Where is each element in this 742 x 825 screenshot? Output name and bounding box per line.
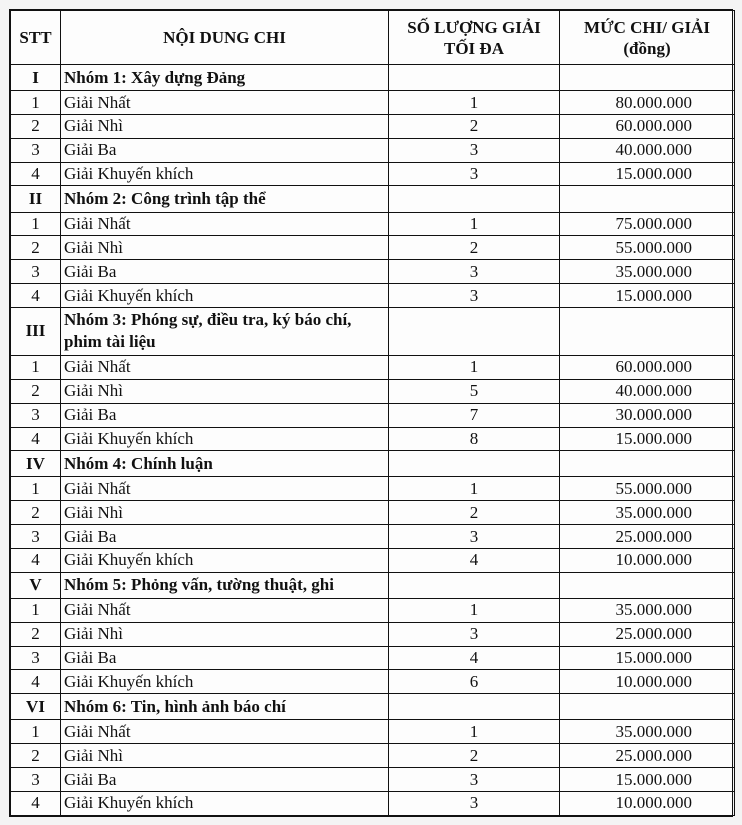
group-row [11, 694, 735, 720]
row-prize-amount: 80.000.000 [560, 91, 735, 115]
row-prize-amount: 35.000.000 [560, 598, 735, 622]
row-prize-name: Giải Nhất [61, 355, 389, 379]
table-row [11, 548, 735, 572]
group-amount-empty [560, 186, 735, 212]
row-stt: 3 [11, 646, 61, 670]
row-prize-count: 8 [389, 427, 560, 451]
row-stt: 4 [11, 670, 61, 694]
row-prize-name: Giải Ba [61, 260, 389, 284]
header-amount [560, 11, 735, 65]
group-count-empty [389, 186, 560, 212]
row-stt: 1 [11, 598, 61, 622]
row-prize-amount: 15.000.000 [560, 162, 735, 186]
row-stt: 4 [11, 427, 61, 451]
row-prize-amount: 15.000.000 [560, 768, 735, 792]
group-title: Nhóm 1: Xây dựng Đảng [61, 65, 389, 91]
row-prize-count: 3 [389, 791, 560, 815]
group-count-empty [389, 307, 560, 355]
row-prize-count: 3 [389, 260, 560, 284]
table-header-row [11, 11, 735, 65]
row-stt: 3 [11, 525, 61, 549]
row-prize-name: Giải Khuyến khích [61, 427, 389, 451]
table-row [11, 284, 735, 308]
table-row [11, 236, 735, 260]
table-row [11, 525, 735, 549]
row-prize-count: 4 [389, 646, 560, 670]
header-count [389, 11, 560, 65]
row-prize-amount: 30.000.000 [560, 403, 735, 427]
table-row [11, 403, 735, 427]
table-row [11, 646, 735, 670]
group-roman-numeral: II [11, 186, 61, 212]
row-prize-count: 1 [389, 355, 560, 379]
group-roman-numeral: I [11, 65, 61, 91]
row-stt: 3 [11, 138, 61, 162]
table-row [11, 720, 735, 744]
row-prize-count: 3 [389, 284, 560, 308]
header-amount-line1: MỨC CHI/ GIẢI [584, 17, 710, 37]
row-prize-amount: 35.000.000 [560, 260, 735, 284]
row-prize-count: 4 [389, 548, 560, 572]
table-row [11, 670, 735, 694]
row-prize-name: Giải Nhất [61, 212, 389, 236]
row-prize-amount: 55.000.000 [560, 236, 735, 260]
row-prize-name: Giải Ba [61, 646, 389, 670]
row-prize-name: Giải Khuyến khích [61, 284, 389, 308]
row-stt: 1 [11, 91, 61, 115]
header-stt: STT [11, 11, 61, 65]
prize-table [10, 10, 735, 816]
row-prize-name: Giải Ba [61, 525, 389, 549]
row-stt: 2 [11, 501, 61, 525]
table-row [11, 162, 735, 186]
row-stt: 2 [11, 744, 61, 768]
row-stt: 1 [11, 720, 61, 744]
table-row [11, 212, 735, 236]
row-prize-name: Giải Khuyến khích [61, 162, 389, 186]
row-prize-name: Giải Khuyến khích [61, 791, 389, 815]
table-row [11, 501, 735, 525]
table-row [11, 744, 735, 768]
group-roman-numeral: VI [11, 694, 61, 720]
table-row [11, 355, 735, 379]
group-roman-numeral: III [11, 307, 61, 355]
header-content: NỘI DUNG CHI [61, 11, 389, 65]
row-prize-name: Giải Nhất [61, 720, 389, 744]
table-row [11, 477, 735, 501]
header-count-line2: TỐI ĐA [444, 38, 504, 58]
group-row [11, 451, 735, 477]
row-prize-name: Giải Ba [61, 403, 389, 427]
table-row [11, 91, 735, 115]
row-prize-amount: 60.000.000 [560, 355, 735, 379]
group-amount-empty [560, 572, 735, 598]
table-row [11, 379, 735, 403]
row-prize-amount: 15.000.000 [560, 646, 735, 670]
row-stt: 1 [11, 477, 61, 501]
row-stt: 2 [11, 236, 61, 260]
group-row [11, 186, 735, 212]
row-prize-count: 7 [389, 403, 560, 427]
row-prize-amount: 25.000.000 [560, 622, 735, 646]
row-stt: 2 [11, 622, 61, 646]
row-stt: 4 [11, 162, 61, 186]
row-stt: 1 [11, 355, 61, 379]
row-prize-amount: 60.000.000 [560, 114, 735, 138]
header-amount-line2: (đồng) [623, 38, 671, 58]
row-prize-count: 3 [389, 768, 560, 792]
row-prize-name: Giải Nhì [61, 622, 389, 646]
row-prize-amount: 35.000.000 [560, 720, 735, 744]
row-prize-count: 1 [389, 212, 560, 236]
row-prize-count: 1 [389, 720, 560, 744]
row-prize-count: 3 [389, 162, 560, 186]
row-prize-amount: 15.000.000 [560, 427, 735, 451]
row-stt: 2 [11, 114, 61, 138]
row-stt: 4 [11, 548, 61, 572]
table-row [11, 598, 735, 622]
table-row [11, 768, 735, 792]
row-prize-count: 6 [389, 670, 560, 694]
group-roman-numeral: IV [11, 451, 61, 477]
group-roman-numeral: V [11, 572, 61, 598]
row-prize-name: Giải Nhất [61, 598, 389, 622]
row-stt: 1 [11, 212, 61, 236]
row-prize-name: Giải Nhì [61, 379, 389, 403]
group-amount-empty [560, 694, 735, 720]
row-prize-amount: 35.000.000 [560, 501, 735, 525]
row-prize-name: Giải Nhì [61, 114, 389, 138]
group-title: Nhóm 4: Chính luận [61, 451, 389, 477]
group-count-empty [389, 694, 560, 720]
group-row [11, 572, 735, 598]
row-prize-count: 1 [389, 477, 560, 501]
row-prize-name: Giải Nhất [61, 477, 389, 501]
row-prize-amount: 10.000.000 [560, 548, 735, 572]
row-prize-count: 1 [389, 598, 560, 622]
group-title: Nhóm 3: Phóng sự, điều tra, ký báo chí, phim tài liệu [61, 307, 389, 355]
row-stt: 3 [11, 768, 61, 792]
table-row [11, 622, 735, 646]
row-prize-name: Giải Nhì [61, 236, 389, 260]
table-row [11, 138, 735, 162]
group-count-empty [389, 572, 560, 598]
row-prize-count: 5 [389, 379, 560, 403]
row-prize-name: Giải Nhì [61, 501, 389, 525]
row-prize-amount: 40.000.000 [560, 379, 735, 403]
row-prize-amount: 40.000.000 [560, 138, 735, 162]
row-prize-amount: 25.000.000 [560, 744, 735, 768]
group-title: Nhóm 2: Công trình tập thể [61, 186, 389, 212]
row-prize-count: 2 [389, 744, 560, 768]
row-stt: 3 [11, 403, 61, 427]
row-prize-count: 3 [389, 525, 560, 549]
group-amount-empty [560, 451, 735, 477]
row-stt: 4 [11, 791, 61, 815]
group-amount-empty [560, 65, 735, 91]
row-prize-name: Giải Ba [61, 768, 389, 792]
group-count-empty [389, 65, 560, 91]
row-prize-count: 2 [389, 114, 560, 138]
row-prize-amount: 55.000.000 [560, 477, 735, 501]
row-prize-count: 2 [389, 236, 560, 260]
table-row [11, 427, 735, 451]
header-count-line1: SỐ LƯỢNG GIẢI [407, 17, 541, 37]
row-prize-amount: 25.000.000 [560, 525, 735, 549]
row-prize-name: Giải Khuyến khích [61, 670, 389, 694]
group-count-empty [389, 451, 560, 477]
table-row [11, 791, 735, 815]
row-prize-name: Giải Nhất [61, 91, 389, 115]
group-row [11, 307, 735, 355]
row-stt: 3 [11, 260, 61, 284]
table-row [11, 260, 735, 284]
group-row [11, 65, 735, 91]
row-prize-count: 3 [389, 622, 560, 646]
row-prize-name: Giải Nhì [61, 744, 389, 768]
prize-table-document [9, 9, 733, 817]
row-prize-name: Giải Khuyến khích [61, 548, 389, 572]
table-row [11, 114, 735, 138]
table-body [11, 65, 735, 816]
row-prize-amount: 75.000.000 [560, 212, 735, 236]
row-prize-name: Giải Ba [61, 138, 389, 162]
row-prize-amount: 10.000.000 [560, 791, 735, 815]
row-prize-amount: 15.000.000 [560, 284, 735, 308]
row-prize-amount: 10.000.000 [560, 670, 735, 694]
row-stt: 4 [11, 284, 61, 308]
group-amount-empty [560, 307, 735, 355]
row-prize-count: 2 [389, 501, 560, 525]
row-stt: 2 [11, 379, 61, 403]
group-title: Nhóm 5: Phỏng vấn, tường thuật, ghi [61, 572, 389, 598]
group-title: Nhóm 6: Tin, hình ảnh báo chí [61, 694, 389, 720]
row-prize-count: 3 [389, 138, 560, 162]
row-prize-count: 1 [389, 91, 560, 115]
